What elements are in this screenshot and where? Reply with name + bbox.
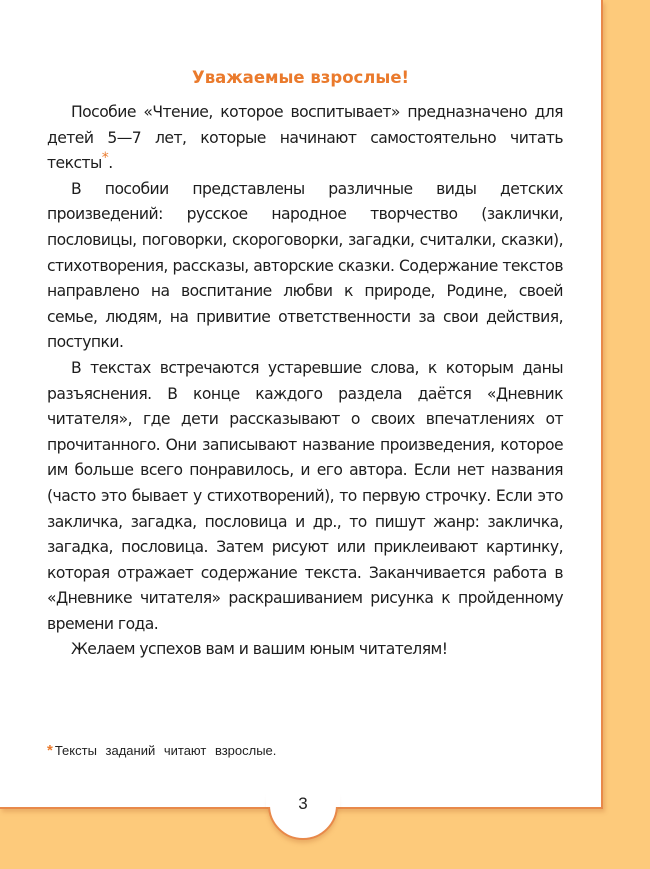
- intro-text: [47, 100, 563, 663]
- footnote-star-icon: *: [47, 742, 53, 759]
- page-title: Уважаемые взрослые!: [191, 68, 410, 87]
- footnote-marker: *: [101, 150, 109, 166]
- paragraph-2: В пособии представлены различные виды детских произведений: русское народное творчество (заклички, пословицы, поговорки, скороговорки, загадки, считалки, сказки), стихотворения, рассказы, авторские сказки. Содержание текстов направлено на воспитание любви к природе, Родине, своей семье, людям, на привитие ответственности за свои действия, поступки.: [47, 179, 563, 352]
- paragraph-1: [47, 100, 563, 177]
- paragraph-3: В текстах встречаются устаревшие слова, к которым даны разъяснения. В конце каждого раздела даётся «Дневник читателя», где дети рассказывают о своих впечатлениях от прочитанного. Они записывают название произведения, которое им больше всего понравилось, и его автора. Если нет названия (часто это бывает у стихотворений), то первую строчку. Если это закличка, загадка, пословица и др., то пишут жанр: закличка, загадка, пословица. Затем рисуют или приклеивают картинку, которая отражает содержание текста. Заканчивается работа в «Дневнике читателя» раскрашиванием рисунка к пройденному времени года.: [47, 358, 563, 633]
- footnote-text: Тексты заданий читают взрослые.: [54, 743, 277, 758]
- page-number: 3: [298, 794, 308, 813]
- footnote: [47, 742, 276, 759]
- paragraph-4: Желаем успехов вам и вашим юным читателям!: [71, 640, 448, 659]
- paragraph-text: Пособие «Чтение, которое воспитывает» предназначено для детей 5—7 лет, которые начинают самостоятельно читать тексты: [47, 103, 563, 173]
- paragraph-tail: .: [108, 154, 113, 173]
